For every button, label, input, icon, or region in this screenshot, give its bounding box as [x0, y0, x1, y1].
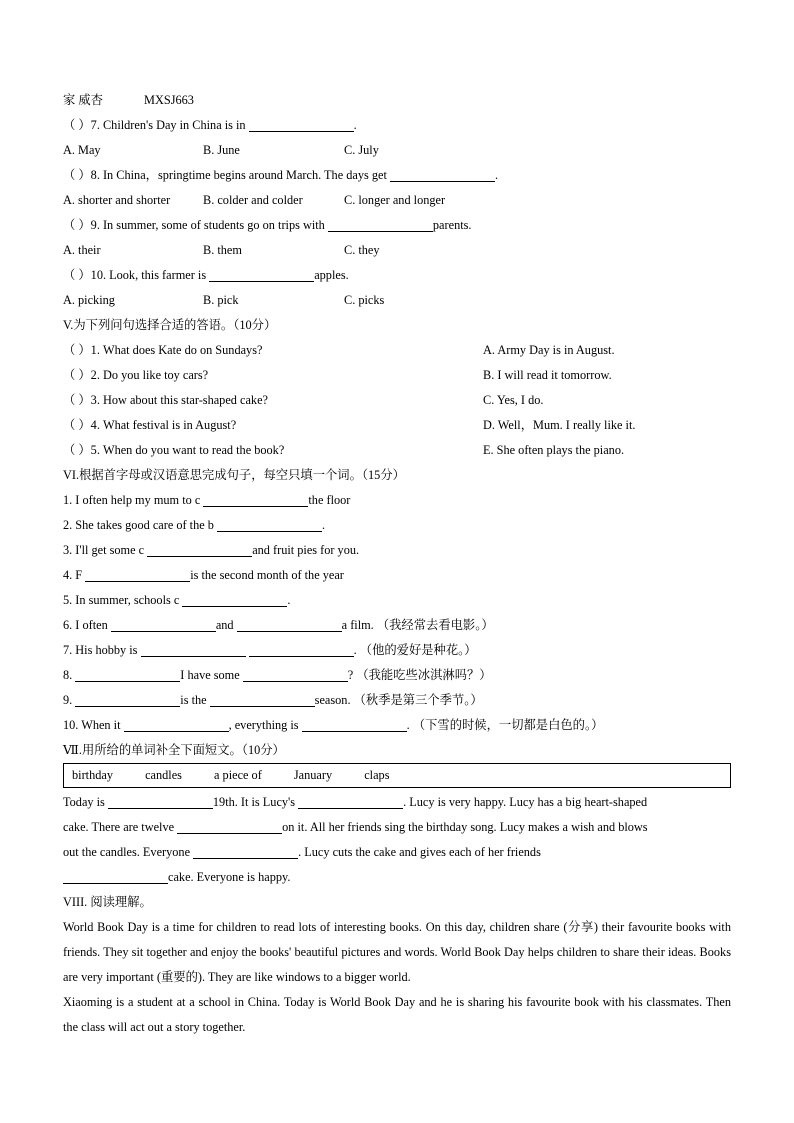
options-7: [63, 138, 731, 163]
header-code: MXSJ663: [144, 93, 194, 107]
word-bank-item: a piece of: [214, 768, 262, 782]
match-answer: A. Army Day is in August.: [483, 343, 615, 357]
word-bank-item: candles: [145, 768, 182, 782]
reading-paragraph-1: World Book Day is a time for children to read lots of interesting books. On this day, children share (分享) their favourite books with friends. They sit together and enjoy the books' beautiful pictures and words. World Book Day helps children to share their ideas. Books are very important (重要的). They are like windows to a bigger world.: [63, 920, 731, 984]
option-a: A. their: [63, 243, 101, 257]
sentence-1: 1. I often help my mum to c the floor: [63, 493, 351, 507]
options-8: [63, 188, 731, 213]
answer-blank[interactable]: [328, 217, 433, 232]
cloze-line-3: out the candles. Everyone . Lucy cuts the cake and gives each of her friends: [63, 845, 541, 859]
cloze-line-2: cake. There are twelve on it. All her friends sing the birthday song. Lucy makes a wish and blows: [63, 820, 648, 834]
option-b: B. colder and colder: [203, 193, 303, 207]
sentence-10: 10. When it , everything is . （下雪的时候，一切都是白色的。）: [63, 718, 604, 732]
match-row-5: [63, 438, 731, 463]
answer-blank[interactable]: [63, 869, 168, 884]
option-a: A. May: [63, 143, 101, 157]
answer-blank[interactable]: [75, 667, 180, 682]
answer-blank[interactable]: [85, 567, 190, 582]
option-a: A. picking: [63, 293, 115, 307]
sentence-9: 9. is the season. （秋季是第三个季节。）: [63, 693, 483, 707]
word-bank-item: claps: [364, 768, 390, 782]
sentence-8: 8. I have some ? （我能吃些冰淇淋吗？）: [63, 668, 492, 682]
answer-blank[interactable]: [141, 642, 246, 657]
answer-blank[interactable]: [111, 617, 216, 632]
match-answer: C. Yes, I do.: [483, 393, 544, 407]
match-answer: D. Well，Mum. I really like it.: [483, 418, 636, 432]
question-8: （ ）8. In China，springtime begins around March. The days get .: [63, 168, 499, 182]
answer-blank[interactable]: [182, 592, 287, 607]
question-9: （ ）9. In summer, some of students go on trips with parents.: [63, 218, 472, 232]
section-8-title: VIII. 阅读理解。: [63, 895, 152, 909]
option-c: C. picks: [344, 293, 385, 307]
answer-blank[interactable]: [390, 167, 495, 182]
answer-blank[interactable]: [193, 844, 298, 859]
match-question: （ ）1. What does Kate do on Sundays?: [63, 343, 263, 357]
match-row-2: [63, 363, 731, 388]
word-bank-item: January: [293, 768, 333, 782]
option-c: C. they: [344, 243, 380, 257]
match-row-3: [63, 388, 731, 413]
match-answer: B. I will read it tomorrow.: [483, 368, 612, 382]
match-question: （ ）2. Do you like toy cars?: [63, 368, 209, 382]
answer-blank[interactable]: [237, 617, 342, 632]
options-9: [63, 238, 731, 263]
answer-blank[interactable]: [108, 794, 213, 809]
match-question: （ ）5. When do you want to read the book?: [63, 443, 285, 457]
section-6-title: VI.根据首字母或汉语意思完成句子，每空只填一个词。（15分）: [63, 468, 405, 482]
word-bank-box: [63, 763, 731, 788]
option-c: C. July: [344, 143, 379, 157]
match-answer: E. She often plays the piano.: [483, 443, 625, 457]
answer-blank[interactable]: [210, 692, 315, 707]
options-10: [63, 288, 731, 313]
option-c: C. longer and longer: [344, 193, 446, 207]
answer-blank[interactable]: [177, 819, 282, 834]
option-b: B. June: [203, 143, 240, 157]
option-a: A. shorter and shorter: [63, 193, 171, 207]
worksheet-page: [63, 88, 731, 1040]
answer-blank[interactable]: [302, 717, 407, 732]
word-bank-item: birthday: [72, 768, 113, 782]
match-row-4: [63, 413, 731, 438]
answer-blank[interactable]: [249, 117, 354, 132]
answer-blank[interactable]: [298, 794, 403, 809]
question-7: （ ）7. Children's Day in China is in .: [63, 118, 357, 132]
sentence-7: 7. His hobby is . （他的爱好是种花。）: [63, 643, 477, 657]
answer-blank[interactable]: [217, 517, 322, 532]
reading-paragraph-2: Xiaoming is a student at a school in China. Today is World Book Day and he is sharing his favourite book with his classmates. Then the class will act out a story together.: [63, 995, 731, 1034]
section-5-title: V.为下列问句选择合适的答语。（10分）: [63, 318, 277, 332]
answer-blank[interactable]: [249, 642, 354, 657]
question-10: （ ）10. Look, this farmer is apples.: [63, 268, 349, 282]
section-7-title: Ⅶ.用所给的单词补全下面短文。（10分）: [63, 743, 285, 757]
option-b: B. pick: [203, 293, 239, 307]
sentence-3: 3. I'll get some c and fruit pies for you.: [63, 543, 360, 557]
answer-blank[interactable]: [124, 717, 229, 732]
answer-blank[interactable]: [75, 692, 180, 707]
answer-blank[interactable]: [203, 492, 308, 507]
header-name: 家 威杏: [63, 93, 103, 107]
sentence-4: 4. F is the second month of the year: [63, 568, 344, 582]
match-row-1: [63, 338, 731, 363]
match-question: （ ）3. How about this star-shaped cake?: [63, 393, 268, 407]
cloze-line-1: Today is 19th. It is Lucy's . Lucy is very happy. Lucy has a big heart-shaped: [63, 795, 648, 809]
match-question: （ ）4. What festival is in August?: [63, 418, 237, 432]
cloze-line-4: cake. Everyone is happy.: [63, 865, 731, 890]
answer-blank[interactable]: [243, 667, 348, 682]
header-line: [63, 88, 731, 113]
sentence-5: 5. In summer, schools c .: [63, 593, 291, 607]
answer-blank[interactable]: [209, 267, 314, 282]
answer-blank[interactable]: [147, 542, 252, 557]
sentence-2: 2. She takes good care of the b .: [63, 518, 326, 532]
sentence-6: 6. I often and a film. （我经常去看电影。）: [63, 618, 494, 632]
option-b: B. them: [203, 243, 242, 257]
